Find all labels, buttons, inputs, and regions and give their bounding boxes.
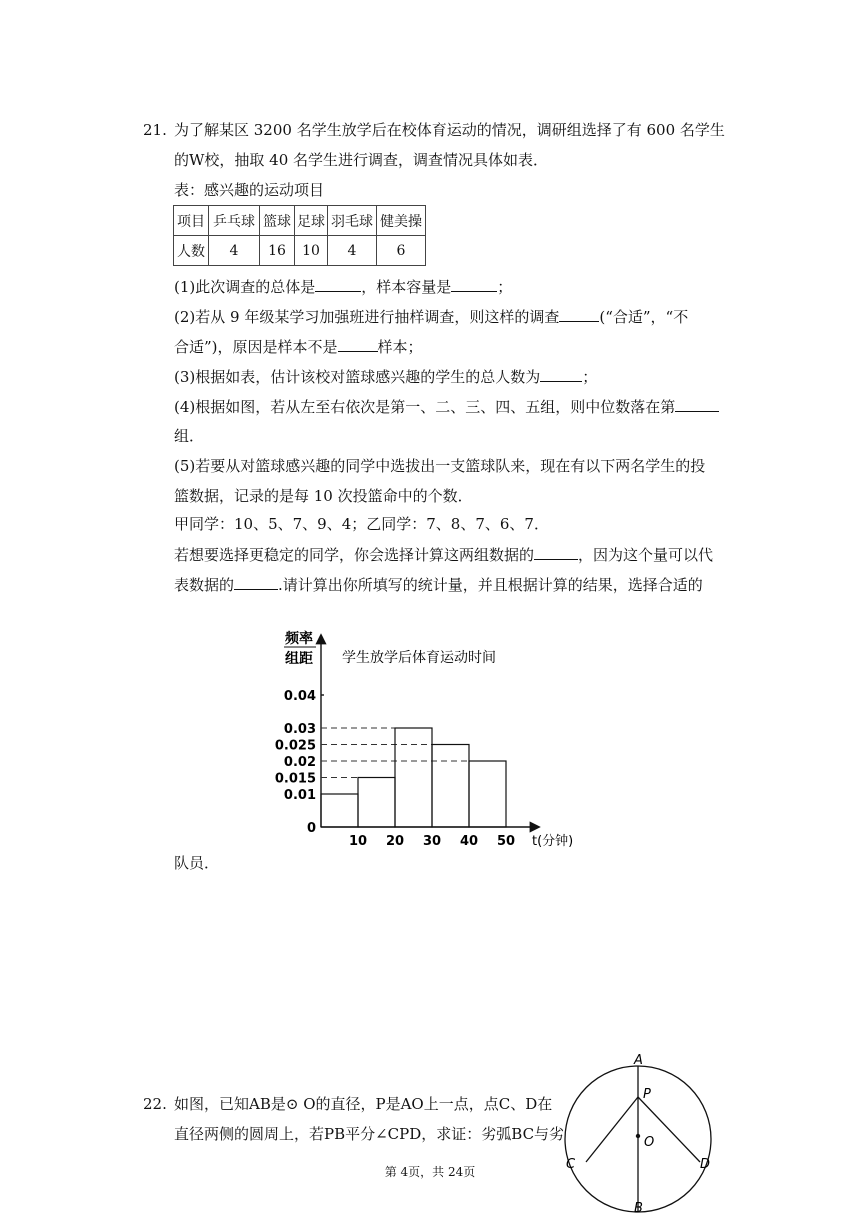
y-tick-label: 0.03	[283, 722, 316, 737]
histogram-bar	[321, 794, 358, 827]
part-2-text: (2)若从 9 年级某学习加强班进行抽样调查，则这样的调查	[174, 308, 560, 326]
table-cell: 羽毛球	[328, 206, 377, 236]
part-6-text: 若想要选择更稳定的同学，你会选择计算这两组数据的	[174, 546, 535, 564]
segment-pd	[638, 1097, 700, 1162]
q21-part-4	[174, 396, 719, 417]
circle-diagram	[560, 1050, 730, 1216]
label-a: A	[634, 1053, 643, 1068]
q21-part-5: (5)若要从对篮球感兴趣的同学中选拔出一支篮球队来，现在有以下两名学生的投	[174, 457, 706, 475]
q21-table-caption: 表：感兴趣的运动项目	[174, 181, 325, 199]
histogram-chart	[270, 620, 590, 855]
part-3-text: (3)根据如表，估计该校对篮球感兴趣的学生的总人数为	[174, 368, 541, 386]
part-3-text-b: ；	[582, 368, 598, 386]
answer-blank[interactable]	[338, 336, 378, 352]
y-tick-label: 0	[306, 821, 316, 836]
y-label-bottom: 组距	[285, 651, 313, 667]
answer-blank[interactable]	[675, 396, 719, 412]
label-c: C	[566, 1157, 576, 1172]
q21-part-5-cont: 篮数据，记录的是每 10 次投篮命中的个数．	[174, 487, 473, 505]
answer-blank[interactable]	[234, 574, 278, 590]
q21-line-1: 为了解某区 3200 名学生放学后在校体育运动的情况，调研组选择了有 600 名学生	[174, 121, 725, 139]
q21-part-4-cont: 组．	[174, 427, 205, 445]
chart-marks	[275, 689, 515, 849]
x-tick-label: 10	[348, 834, 368, 849]
part-4-text: (4)根据如图，若从左至右依次是第一、二、三、四、五组，则中位数落在第	[174, 398, 676, 416]
question-number-21: 21.	[143, 121, 167, 139]
table-header-row	[174, 206, 426, 236]
chart-title: 学生放学后体育运动时间	[342, 650, 496, 666]
y-label-top: 频率	[285, 631, 313, 647]
y-tick-label: 0.015	[274, 771, 316, 787]
x-tick-label: 50	[496, 834, 516, 849]
center-point	[636, 1134, 640, 1138]
page-footer: 第 4页，共 24页	[384, 1165, 476, 1179]
histogram-bar	[395, 728, 432, 827]
table-cell: 健美操	[377, 206, 426, 236]
part-6-text-b: ，因为这个量可以代	[578, 546, 714, 564]
part-6-cont-text: 表数据的	[174, 576, 235, 594]
q21-part-1	[174, 276, 512, 297]
part-1-text: (1)此次调查的总体是	[174, 278, 316, 296]
survey-table	[173, 205, 426, 266]
table-cell: 足球	[295, 206, 328, 236]
table-cell: 项目	[174, 206, 209, 236]
histogram-bar	[432, 745, 469, 828]
y-tick-label: 0.01	[283, 788, 316, 803]
part-6-cont-text-b: .请计算出你所填写的统计量，并且根据计算的结果，选择合适的	[278, 576, 703, 594]
histogram-bar	[469, 761, 506, 827]
answer-blank[interactable]	[534, 544, 578, 560]
q21-part-5-data: 甲同学：10、5、7、9、4；乙同学：7、8、7、6、7．	[174, 515, 549, 533]
part-2-cont-text-b: 样本；	[377, 338, 423, 356]
y-tick-label: 0.04	[283, 689, 316, 704]
table-cell: 16	[260, 236, 295, 266]
x-tick-label: 30	[422, 834, 442, 849]
answer-blank[interactable]	[451, 276, 497, 292]
part-2-cont-text: 合适”)，原因是样本不是	[174, 338, 338, 356]
part-1-text-b: ，样本容量是	[361, 278, 452, 296]
q21-part-2-cont	[174, 336, 423, 357]
table-cell: 4	[209, 236, 260, 266]
q21-part-3	[174, 366, 597, 387]
y-tick-label: 0.02	[283, 755, 316, 770]
label-b: B	[634, 1201, 643, 1216]
table-cell: 乒乓球	[209, 206, 260, 236]
table-row	[174, 236, 426, 266]
q21-part-6	[174, 544, 713, 565]
x-tick-label: 20	[385, 834, 405, 849]
part-1-text-c: ；	[497, 278, 513, 296]
q21-part-6-cont	[174, 574, 703, 595]
label-d: D	[700, 1157, 711, 1172]
table-cell: 篮球	[260, 206, 295, 236]
q22-line-2: 直径两侧的圆周上，若PB平分∠CPD，求证：劣弧BC与劣	[174, 1125, 565, 1143]
answer-blank[interactable]	[540, 366, 582, 382]
label-o: O	[644, 1135, 655, 1150]
q21-ending: 队员．	[174, 854, 220, 872]
answer-blank[interactable]	[559, 306, 599, 322]
table-cell: 6	[377, 236, 426, 266]
q22-line-1: 如图，已知AB是⊙ O的直径，P是AO上一点，点C、D在	[174, 1095, 553, 1113]
table-cell: 4	[328, 236, 377, 266]
table-cell: 人数	[174, 236, 209, 266]
q21-part-2	[174, 306, 688, 327]
table-cell: 10	[295, 236, 328, 266]
label-p: P	[643, 1087, 651, 1102]
y-tick-label: 0.025	[274, 738, 316, 754]
q21-line-2: 的W校，抽取 40 名学生进行调查，调查情况具体如表．	[174, 151, 549, 169]
x-tick-label: 40	[459, 834, 479, 849]
question-number-22: 22.	[143, 1095, 167, 1113]
histogram-bar	[358, 778, 395, 828]
x-axis-label: t(分钟)	[532, 834, 574, 849]
segment-pc	[586, 1097, 638, 1162]
part-2-text-b: (“合适”，“不	[599, 308, 689, 326]
answer-blank[interactable]	[315, 276, 361, 292]
